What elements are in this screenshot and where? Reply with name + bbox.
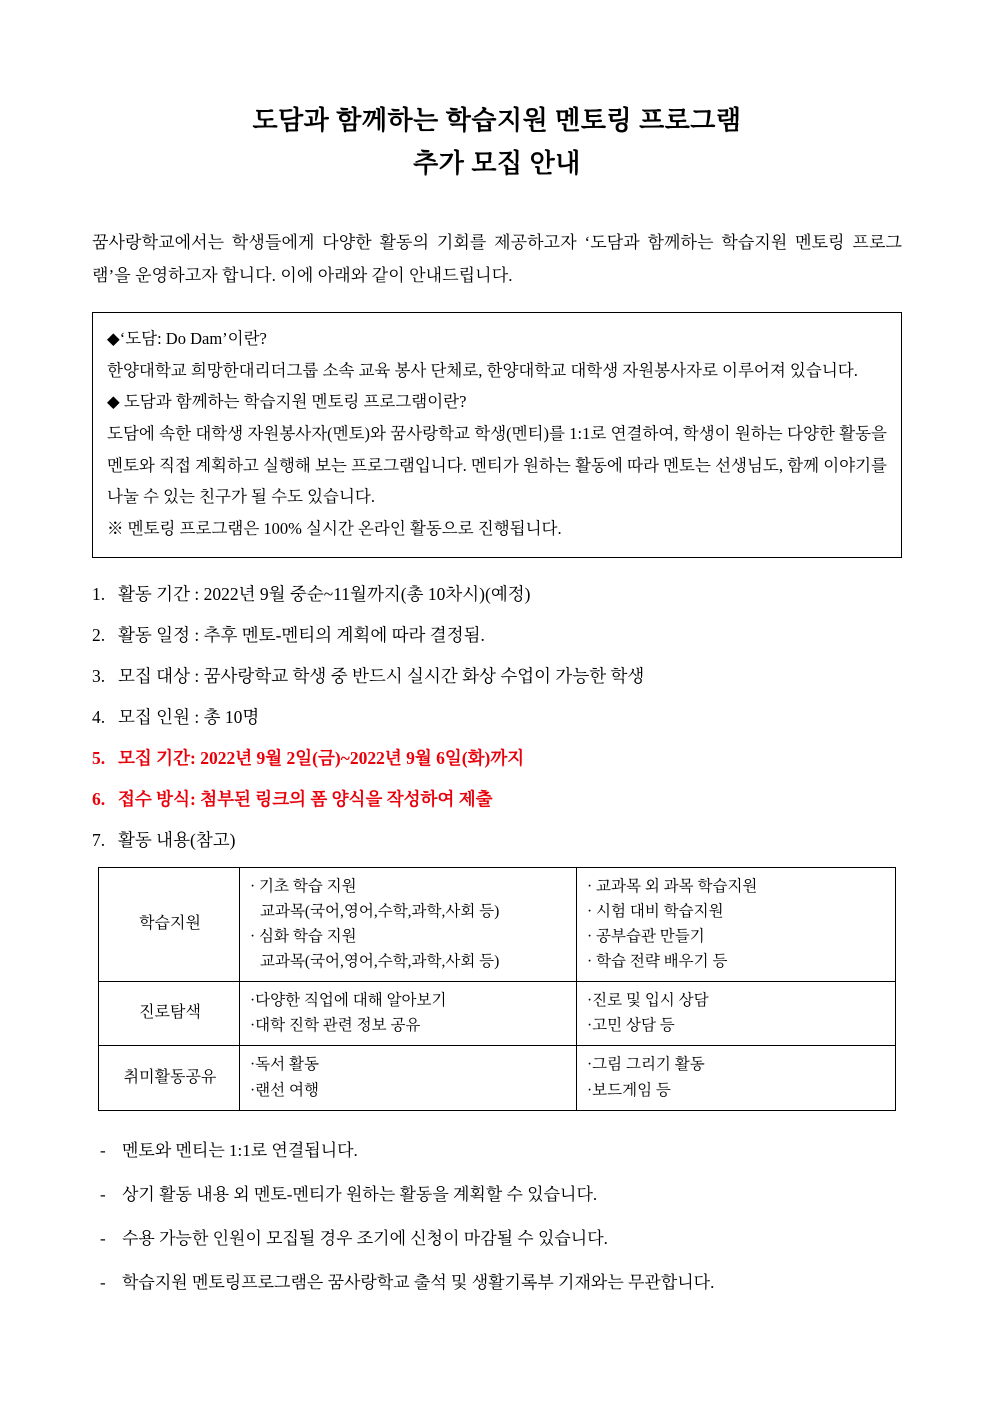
notes-list	[92, 1137, 902, 1297]
table-cell-details-right	[577, 982, 896, 1046]
table-cell-category: 학습지원	[99, 867, 240, 981]
dash-icon: -	[100, 1140, 106, 1160]
list-item-number: 3.	[92, 665, 106, 686]
list-item	[92, 1225, 902, 1252]
info-box-answer-1: 한양대학교 희망한대리더그룹 소속 교육 봉사 단체로, 한양대학교 대학생 자원봉사자로 이루어져 있습니다.	[107, 360, 858, 380]
table-cell-details-right	[577, 1046, 896, 1110]
list-item	[92, 580, 902, 608]
list-item-number: 6.	[92, 788, 106, 809]
list-item	[92, 621, 902, 649]
diamond-icon: ◆	[107, 329, 120, 349]
table-cell-category: 취미활동공유	[99, 1046, 240, 1110]
info-box-question-2	[107, 386, 887, 418]
page-title-line-1: 도담과 함께하는 학습지원 멘토링 프로그램	[252, 106, 742, 135]
intro-paragraph: 꿈사랑학교에서는 학생들에게 다양한 활동의 기회를 제공하고자 ‘도담과 함께하는 학습지원 멘토링 프로그램’을 운영하고자 합니다. 이에 아래와 같이 안내드립니다.	[92, 232, 902, 285]
numbered-list	[92, 580, 902, 854]
dash-icon: -	[100, 1229, 106, 1249]
table-cell-line: · 시험 대비 학습지원	[587, 902, 724, 920]
table-row	[99, 982, 896, 1046]
table-cell-details-left	[240, 867, 577, 981]
list-item-label: 수용 가능한 인원이 모집될 경우 조기에 신청이 마감될 수 있습니다.	[122, 1229, 608, 1249]
table-cell-category: 진로탐색	[99, 982, 240, 1046]
diamond-icon: ◆	[107, 392, 120, 412]
list-item-number: 1.	[92, 583, 106, 604]
table-cell-line: · 심화 학습 지원	[250, 927, 357, 945]
table-row	[99, 1046, 896, 1110]
list-item-label: 멘토와 멘티는 1:1로 연결됩니다.	[122, 1140, 358, 1160]
table-cell-line: ·독서 활동	[250, 1056, 319, 1074]
list-item-number: 5.	[92, 747, 106, 768]
list-item-recruit-period	[92, 744, 902, 772]
list-item-label: 모집 대상 : 꿈사랑학교 학생 중 반드시 실시간 화상 수업이 가능한 학생	[118, 665, 645, 686]
info-box-question-1	[107, 323, 887, 355]
info-box-question-2-text: 도담과 함께하는 학습지원 멘토링 프로그램이란?	[123, 392, 467, 412]
info-box-answer-2: 도담에 속한 대학생 자원봉사자(멘토)와 꿈사랑학교 학생(멘티)를 1:1로 연결하여, 학생이 원하는 다양한 활동을 멘토와 직접 계획하고 실행해 보는 프로그램입니다. 멘티가 원하는 활동에 따라 멘토는 선생님도, 함께 이야기를 나눌 수 있는 친구가 될 수도 있습니다.	[107, 424, 887, 507]
info-box-note-text: 멘토링 프로그램은 100% 실시간 온라인 활동으로 진행됩니다.	[127, 519, 562, 539]
table-cell-line: 교과목(국어,영어,수학,과학,사회 등)	[260, 953, 500, 971]
list-item-label: 접수 방식: 첨부된 링크의 폼 양식을 작성하여 제출	[118, 788, 493, 809]
table-cell-details-right	[577, 867, 896, 981]
list-item	[92, 826, 902, 854]
list-item-label: 모집 인원 : 총 10명	[118, 706, 260, 727]
list-item-label: 활동 내용(참고)	[118, 829, 236, 850]
table-row	[99, 867, 896, 981]
list-item	[92, 662, 902, 690]
dash-icon: -	[100, 1273, 106, 1293]
list-item-number: 4.	[92, 706, 106, 727]
dash-icon: -	[100, 1184, 106, 1204]
reference-mark-icon: ※	[107, 519, 124, 539]
list-item-number: 2.	[92, 624, 106, 645]
list-item-label: 모집 기간: 2022년 9월 2일(금)~2022년 9월 6일(화)까지	[118, 747, 525, 768]
list-item-label: 활동 일정 : 추후 멘토-멘티의 계획에 따라 결정됨.	[118, 624, 485, 645]
page-title	[92, 100, 902, 186]
list-item-label: 상기 활동 내용 외 멘토-멘티가 원하는 활동을 계획할 수 있습니다.	[122, 1184, 598, 1204]
table-cell-line: ·그림 그리기 활동	[587, 1056, 705, 1074]
table-cell-line: · 학습 전략 배우기 등	[587, 953, 728, 971]
table-cell-line: ·대학 진학 관련 정보 공유	[250, 1017, 421, 1035]
list-item	[92, 703, 902, 731]
info-box-question-1-text: ‘도담: Do Dam’이란?	[119, 329, 267, 349]
table-cell-line: · 공부습관 만들기	[587, 927, 705, 945]
table-cell-line: ·다양한 직업에 대해 알아보기	[250, 992, 447, 1010]
list-item	[92, 1181, 902, 1208]
list-item-application-method	[92, 785, 902, 813]
table-cell-details-left	[240, 982, 577, 1046]
table-cell-line: 교과목(국어,영어,수학,과학,사회 등)	[260, 902, 500, 920]
table-cell-line: ·진로 및 입시 상담	[587, 992, 709, 1010]
info-box	[92, 312, 902, 558]
list-item-label: 활동 기간 : 2022년 9월 중순~11월까지(총 10차시)(예정)	[118, 583, 531, 604]
list-item-number: 7.	[92, 829, 106, 850]
table-cell-line: ·고민 상담 등	[587, 1017, 675, 1035]
list-item	[92, 1137, 902, 1164]
list-item-label: 학습지원 멘토링프로그램은 꿈사랑학교 출석 및 생활기록부 기재와는 무관합니다.	[122, 1273, 715, 1293]
list-item	[92, 1269, 902, 1296]
table-cell-line: · 기초 학습 지원	[250, 877, 357, 895]
table-cell-details-left	[240, 1046, 577, 1110]
page-title-line-2: 추가 모집 안내	[413, 148, 581, 178]
table-cell-line: ·랜선 여행	[250, 1081, 319, 1099]
activity-table	[98, 867, 896, 1111]
table-cell-line: ·보드게임 등	[587, 1081, 671, 1099]
table-cell-line: · 교과목 외 과목 학습지원	[587, 877, 758, 895]
info-box-note	[107, 513, 887, 545]
